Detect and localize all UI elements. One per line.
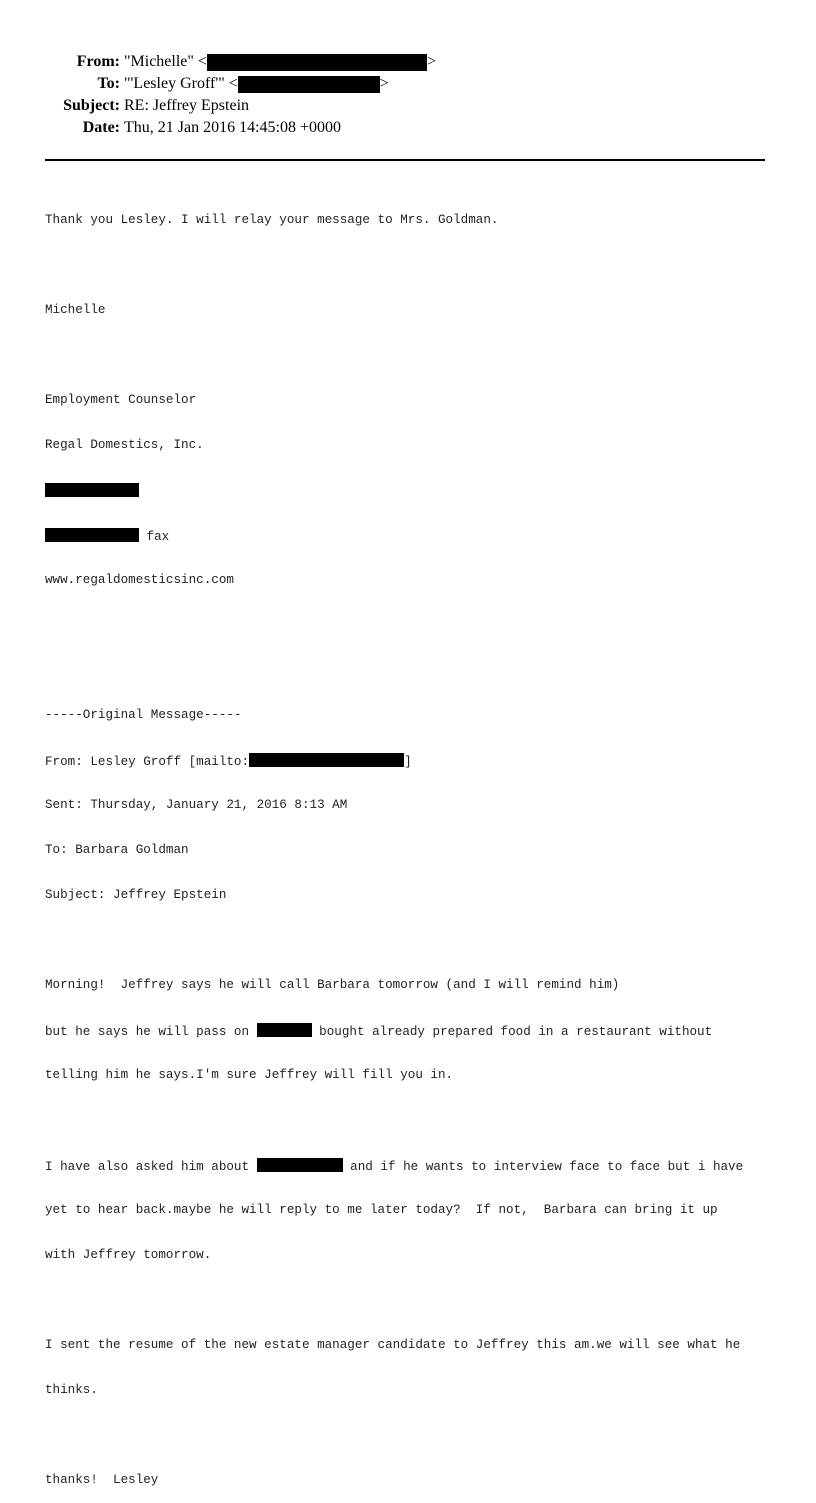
subject-label: Subject: — [63, 97, 120, 114]
from-name: "Michelle" < — [124, 53, 207, 70]
from-row — [0, 52, 816, 72]
paragraph-3-line-1: I sent the resume of the new estate manager candidate to Jeffrey this am.we will see what he — [45, 1338, 741, 1352]
reply-greeting: Thank you Lesley. I will relay your message to Mrs. Goldman. — [45, 213, 499, 227]
header-divider — [45, 159, 765, 161]
to-row — [0, 74, 816, 94]
paragraph-2-line-1 — [45, 1158, 775, 1173]
original-from-text: From: Lesley Groff [mailto: — [45, 755, 250, 769]
email-body — [45, 183, 775, 1503]
redacted-name — [257, 1158, 343, 1172]
date-row — [0, 118, 816, 138]
redacted-email-address — [249, 753, 404, 767]
to-label: To: — [97, 75, 120, 92]
fax-label: fax — [139, 530, 170, 544]
paragraph-1-line-1: Morning! Jeffrey says he will call Barbara tomorrow (and I will remind him) — [45, 978, 620, 992]
paragraph-2-line-1-end: and if he wants to interview face to face but i have — [342, 1160, 744, 1174]
paragraph-3-line-2: thinks. — [45, 1383, 98, 1397]
to-value — [124, 74, 389, 94]
blank-line — [45, 348, 775, 363]
closing: thanks! Lesley — [45, 1473, 159, 1487]
signature-title: Employment Counselor — [45, 393, 197, 407]
to-bracket-close: > — [379, 75, 389, 92]
blank-line — [45, 1293, 775, 1308]
date-value: Thu, 21 Jan 2016 14:45:08 +0000 — [124, 119, 342, 136]
paragraph-2-line-1-start: I have also asked him about — [45, 1160, 257, 1174]
paragraph-2-line-2: yet to hear back.maybe he will reply to me later today? If not, Barbara can bring it up — [45, 1203, 718, 1217]
paragraph-1-line-3: telling him he says.I'm sure Jeffrey will fill you in. — [45, 1068, 454, 1082]
original-to: To: Barbara Goldman — [45, 843, 189, 857]
paragraph-1-line-2 — [45, 1023, 775, 1038]
blank-line — [45, 1113, 775, 1128]
subject-value: RE: Jeffrey Epstein — [124, 97, 250, 114]
original-message-separator: -----Original Message----- — [45, 708, 242, 722]
signature-phone-line — [45, 483, 775, 498]
redacted-email-address — [238, 76, 380, 93]
blank-line — [45, 258, 775, 273]
to-name: "'Lesley Groff'" < — [124, 75, 238, 92]
paragraph-2-line-3: with Jeffrey tomorrow. — [45, 1248, 212, 1262]
from-bracket-close: > — [426, 53, 436, 70]
redacted-fax — [45, 528, 139, 542]
redacted-phone — [45, 483, 139, 497]
signature-fax-line — [45, 528, 775, 543]
blank-line — [45, 1428, 775, 1443]
original-from-close: ] — [404, 755, 412, 769]
from-value — [124, 52, 436, 72]
signature-company: Regal Domestics, Inc. — [45, 438, 204, 452]
redacted-name — [257, 1023, 312, 1037]
blank-line — [45, 618, 775, 633]
blank-line — [45, 933, 775, 948]
paragraph-1-line-2-start: but he says he will pass on — [45, 1025, 257, 1039]
original-subject: Subject: Jeffrey Epstein — [45, 888, 227, 902]
signature-name: Michelle — [45, 303, 106, 317]
signature-website: www.regaldomesticsinc.com — [45, 573, 234, 587]
redacted-email-address — [207, 54, 427, 71]
blank-line — [45, 663, 775, 678]
original-from — [45, 753, 775, 768]
paragraph-1-line-2-end: bought already prepared food in a restaurant without — [311, 1025, 713, 1039]
original-sent: Sent: Thursday, January 21, 2016 8:13 AM — [45, 798, 348, 812]
from-label: From: — [76, 53, 120, 70]
date-label: Date: — [82, 119, 120, 136]
subject-row — [0, 96, 816, 116]
